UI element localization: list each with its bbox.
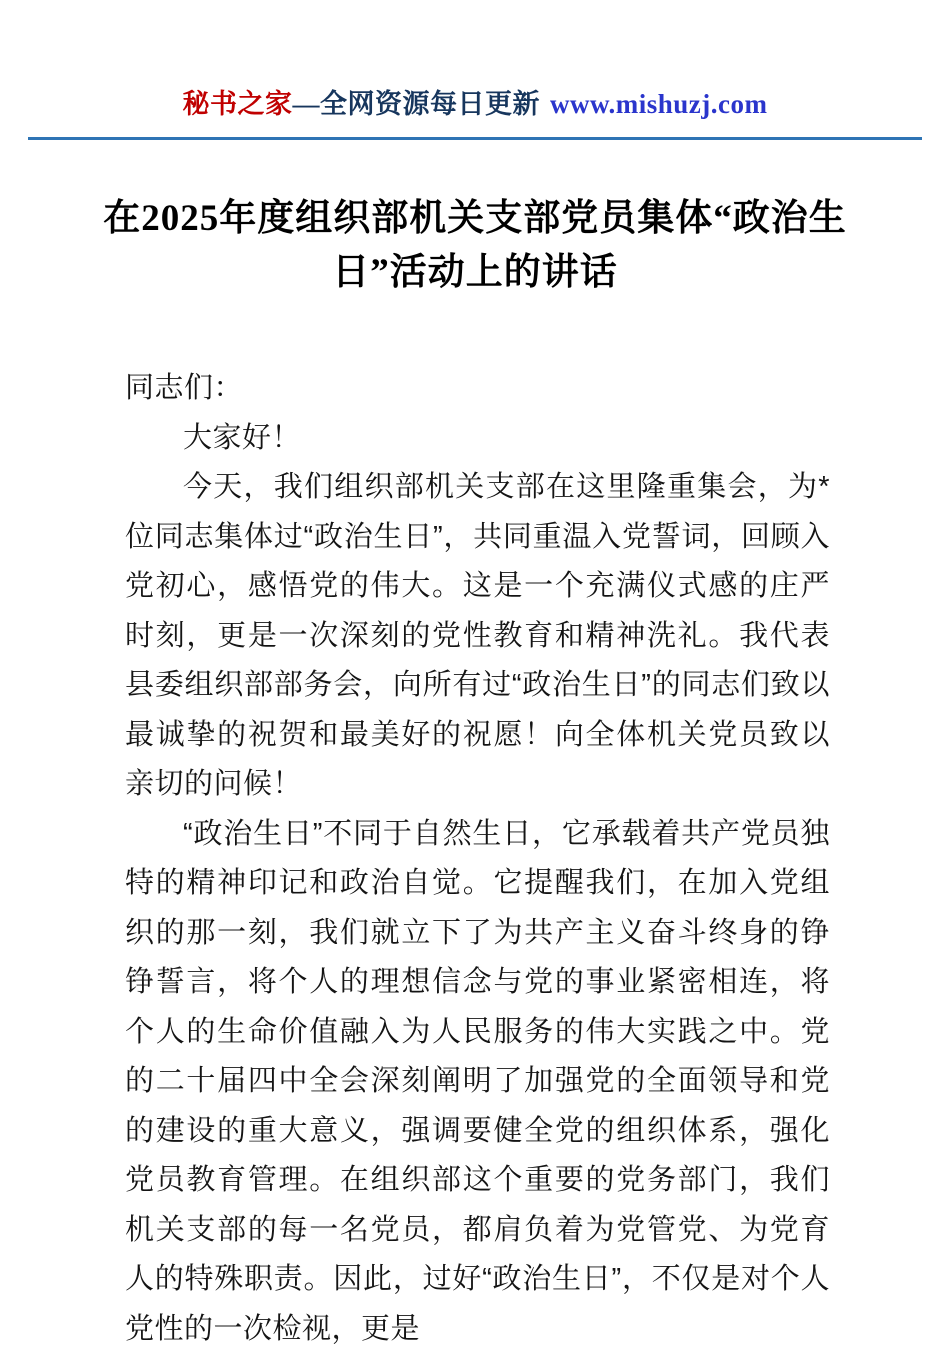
header-divider bbox=[28, 137, 922, 140]
paragraph-greeting: 大家好！ bbox=[125, 414, 830, 464]
site-header bbox=[0, 0, 950, 121]
site-url-link[interactable]: www.mishuzj.com bbox=[550, 89, 768, 119]
paragraph-body-2: “政治生日”不同于自然生日，它承载着共产党员独特的精神印记和政治自觉。它提醒我们，在加入党组织的那一刻，我们就立下了为共产主义奋斗终身的铮铮誓言，将个人的理想信念与党的事业紧密相连，将个人的生命价值融入为人民服务的伟大实践之中。党的二十届四中全会深刻阐明了加强党的全面领导和党的建设的重大意义，强调要健全党的组织体系，强化党员教育管理。在组织部这个重要的党务部门，我们机关支部的每一名党员，都肩负着为党管党、为党育人的特殊职责。因此，过好“政治生日”，不仅是对个人党性的一次检视，更是 bbox=[125, 810, 830, 1354]
document-body bbox=[125, 364, 830, 1354]
site-brand: 秘书之家 bbox=[183, 89, 293, 119]
document-title: 在2025年度组织部机关支部党员集体“政治生日”活动上的讲话 bbox=[92, 192, 858, 300]
paragraph-body-1: 今天，我们组织部机关支部在这里隆重集会，为*位同志集体过“政治生日”，共同重温入党誓词，回顾入党初心，感悟党的伟大。这是一个充满仪式感的庄严时刻，更是一次深刻的党性教育和精神洗礼。我代表县委组织部部务会，向所有过“政治生日”的同志们致以最诚挚的祝贺和最美好的祝愿！向全体机关党员致以亲切的问候！ bbox=[125, 463, 830, 810]
site-tagline: —全网资源每日更新 bbox=[293, 89, 541, 119]
paragraph-salutation: 同志们： bbox=[125, 364, 830, 414]
